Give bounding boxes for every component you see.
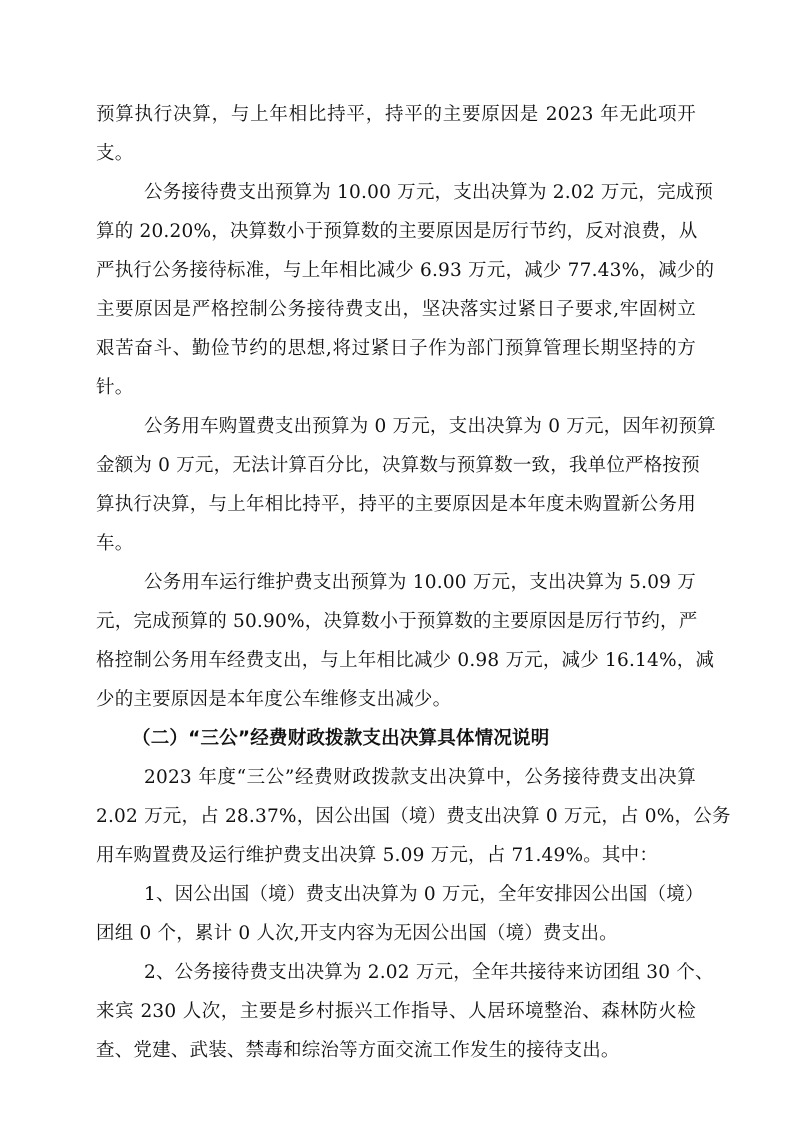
paragraph-line: 用车购置费及运行维护费支出决算 5.09 万元，占 71.49%。其中： [96,845,659,866]
paragraph-line: 算的 20.20%，决算数小于预算数的主要原因是厉行节约，反对浪费，从 [96,221,698,242]
paragraph-line: 公务接待费支出预算为 10.00 万元，支出决算为 2.02 万元，完成预 [144,182,714,203]
paragraph-line: 严执行公务接待标准，与上年相比减少 6.93 万元，减少 77.43%，减少的 [96,260,715,281]
paragraph-line: 预算执行决算，与上年相比持平，持平的主要原因是 2023 年无此项开 [96,104,696,125]
section-heading: （二）“三公”经费财政拨款支出决算具体情况说明 [132,728,550,749]
paragraph-line: 2、公务接待费支出决算为 2.02 万元，全年共接待来访团组 30 个、 [144,962,714,983]
paragraph-line: 金额为 0 万元，无法计算百分比，决算数与预算数一致，我单位严格按预 [96,455,700,476]
paragraph-line: 车。 [96,533,134,554]
paragraph-line: 格控制公务用车经费支出，与上年相比减少 0.98 万元，减少 16.14%，减 [96,650,715,671]
paragraph-line: 支。 [96,143,134,164]
paragraph-line: 公务用车购置费支出预算为 0 万元，支出决算为 0 万元，因年初预算 [144,416,716,437]
paragraph-line: 查、党建、武装、禁毒和综治等方面交流工作发生的接待支出。 [96,1040,620,1061]
paragraph-line: 2.02 万元，占 28.37%，因公出国（境）费支出决算 0 万元，占 0%，公务 [96,806,731,827]
paragraph-line: 算执行决算，与上年相比持平，持平的主要原因是本年度未购置新公务用 [96,494,696,515]
paragraph-line: 公务用车运行维护费支出预算为 10.00 万元，支出决算为 5.09 万 [144,572,696,593]
paragraph-line: 艰苦奋斗、勤俭节约的思想,将过紧日子作为部门预算管理长期坚持的方 [96,338,696,359]
paragraph-line: 来宾 230 人次，主要是乡村振兴工作指导、人居环境整治、森林防火检 [96,1001,696,1022]
paragraph-line: 少的主要原因是本年度公车维修支出减少。 [96,689,452,710]
paragraph-line: 2023 年度“三公”经费财政拨款支出决算中，公务接待费支出决算 [144,767,696,788]
paragraph-line: 主要原因是严格控制公务接待费支出，坚决落实过紧日子要求,牢固树立 [96,299,696,320]
paragraph-line: 团组 0 个，累计 0 人次,开支内容为无因公出国（境）费支出。 [96,923,618,944]
paragraph-line: 元，完成预算的 50.90%，决算数小于预算数的主要原因是厉行节约，严 [96,611,698,632]
paragraph-line: 1、因公出国（境）费支出决算为 0 万元，全年安排因公出国（境） [144,884,704,905]
paragraph-line: 针。 [96,377,134,398]
